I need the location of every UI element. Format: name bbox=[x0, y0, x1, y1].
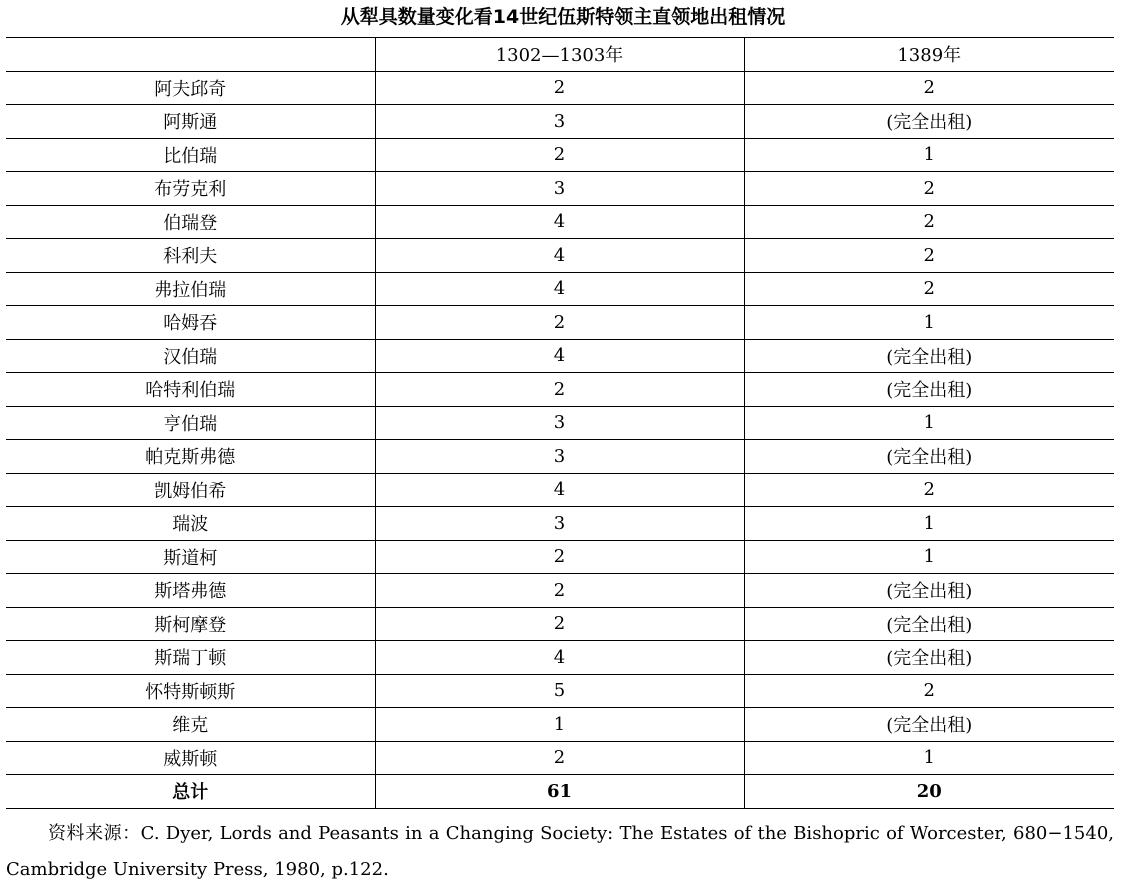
table-row bbox=[6, 406, 1114, 440]
estate-name-cell: 汉伯瑞 bbox=[6, 339, 375, 373]
ploughs-1302-cell: 4 bbox=[375, 239, 744, 273]
ploughs-1302-cell: 2 bbox=[375, 574, 744, 608]
estate-name-cell: 斯道柯 bbox=[6, 540, 375, 574]
ploughs-1302-cell: 2 bbox=[375, 138, 744, 172]
table-row bbox=[6, 674, 1114, 708]
estate-name-cell: 帕克斯弗德 bbox=[6, 440, 375, 474]
ploughs-1389-cell: 1 bbox=[744, 406, 1114, 440]
ploughs-1389-cell: (完全出租) bbox=[744, 708, 1114, 742]
ploughs-1302-cell: 2 bbox=[375, 306, 744, 340]
estate-name-cell: 凯姆伯希 bbox=[6, 473, 375, 507]
ploughs-1389-cell: (完全出租) bbox=[744, 339, 1114, 373]
table-row bbox=[6, 306, 1114, 340]
estate-name-cell: 亨伯瑞 bbox=[6, 406, 375, 440]
table-row bbox=[6, 708, 1114, 742]
estate-name-cell: 哈姆吞 bbox=[6, 306, 375, 340]
ploughs-1302-cell: 4 bbox=[375, 272, 744, 306]
ploughs-1302-cell: 4 bbox=[375, 641, 744, 675]
ploughs-1389-cell: 1 bbox=[744, 306, 1114, 340]
table-row bbox=[6, 272, 1114, 306]
ploughs-1302-cell: 2 bbox=[375, 540, 744, 574]
estate-name-cell: 斯柯摩登 bbox=[6, 607, 375, 641]
estate-name-cell: 怀特斯顿斯 bbox=[6, 674, 375, 708]
table-row bbox=[6, 440, 1114, 474]
ploughs-1302-cell: 2 bbox=[375, 741, 744, 775]
estate-name-cell: 斯瑞丁顿 bbox=[6, 641, 375, 675]
table-row bbox=[6, 105, 1114, 139]
ploughs-1389-cell: 2 bbox=[744, 473, 1114, 507]
table-row bbox=[6, 741, 1114, 775]
ploughs-1302-cell: 4 bbox=[375, 339, 744, 373]
ploughs-1302-cell: 1 bbox=[375, 708, 744, 742]
source-note: 资料来源：C. Dyer, Lords and Peasants in a Changing Society: The Estates of the Bishopric of Worcester, 680−1540, Cambridge University Press, 1980, p.122. bbox=[6, 823, 1114, 880]
ploughs-1389-cell: 2 bbox=[744, 239, 1114, 273]
estate-name-cell: 弗拉伯瑞 bbox=[6, 272, 375, 306]
ploughs-1302-cell: 2 bbox=[375, 71, 744, 105]
estate-name-cell: 瑞波 bbox=[6, 507, 375, 541]
ploughs-1389-cell: (完全出租) bbox=[744, 641, 1114, 675]
estate-name-cell: 哈特利伯瑞 bbox=[6, 373, 375, 407]
ploughs-1302-cell: 3 bbox=[375, 406, 744, 440]
ploughs-1389-cell: 1 bbox=[744, 507, 1114, 541]
ploughs-1302-cell: 3 bbox=[375, 440, 744, 474]
table-row bbox=[6, 138, 1114, 172]
estate-name-cell: 阿斯通 bbox=[6, 105, 375, 139]
ploughs-1302-cell: 3 bbox=[375, 507, 744, 541]
ploughs-1302-cell: 3 bbox=[375, 105, 744, 139]
total-1389-cell: 20 bbox=[744, 775, 1114, 809]
ploughs-1302-cell: 5 bbox=[375, 674, 744, 708]
table-row bbox=[6, 205, 1114, 239]
table-row bbox=[6, 71, 1114, 105]
table-row bbox=[6, 540, 1114, 574]
ploughs-1389-cell: (完全出租) bbox=[744, 105, 1114, 139]
ploughs-1302-cell: 3 bbox=[375, 172, 744, 206]
ploughs-1302-cell: 4 bbox=[375, 473, 744, 507]
ploughs-1389-cell: (完全出租) bbox=[744, 440, 1114, 474]
table-row bbox=[6, 373, 1114, 407]
data-table bbox=[6, 37, 1114, 809]
table-row bbox=[6, 339, 1114, 373]
table-row bbox=[6, 641, 1114, 675]
ploughs-1389-cell: (完全出租) bbox=[744, 607, 1114, 641]
total-1302-cell: 61 bbox=[375, 775, 744, 809]
estate-name-cell: 比伯瑞 bbox=[6, 138, 375, 172]
ploughs-1389-cell: (完全出租) bbox=[744, 574, 1114, 608]
table-row bbox=[6, 607, 1114, 641]
estate-name-cell: 布劳克利 bbox=[6, 172, 375, 206]
total-label-cell: 总计 bbox=[6, 775, 375, 809]
ploughs-1389-cell: 1 bbox=[744, 138, 1114, 172]
ploughs-1302-cell: 2 bbox=[375, 373, 744, 407]
table-row bbox=[6, 507, 1114, 541]
estate-name-cell: 维克 bbox=[6, 708, 375, 742]
table-row bbox=[6, 172, 1114, 206]
table-body bbox=[6, 71, 1114, 808]
ploughs-1389-cell: 2 bbox=[744, 172, 1114, 206]
ploughs-1389-cell: 2 bbox=[744, 205, 1114, 239]
estate-name-cell: 伯瑞登 bbox=[6, 205, 375, 239]
total-row bbox=[6, 775, 1114, 809]
ploughs-1302-cell: 4 bbox=[375, 205, 744, 239]
ploughs-1389-cell: 1 bbox=[744, 540, 1114, 574]
ploughs-1389-cell: (完全出租) bbox=[744, 373, 1114, 407]
table-row bbox=[6, 239, 1114, 273]
estate-name-cell: 斯塔弗德 bbox=[6, 574, 375, 608]
estate-name-cell: 阿夫邱奇 bbox=[6, 71, 375, 105]
table-title: 从犁具数量变化看14世纪伍斯特领主直领地出租情况 bbox=[340, 6, 786, 28]
header-cell-1302-1303: 1302—1303年 bbox=[375, 38, 744, 72]
table-row bbox=[6, 473, 1114, 507]
ploughs-1389-cell: 2 bbox=[744, 674, 1114, 708]
header-cell-1389: 1389年 bbox=[744, 38, 1114, 72]
header-row bbox=[6, 38, 1114, 72]
ploughs-1389-cell: 1 bbox=[744, 741, 1114, 775]
ploughs-1302-cell: 2 bbox=[375, 607, 744, 641]
estate-name-cell: 威斯顿 bbox=[6, 741, 375, 775]
estate-name-cell: 科利夫 bbox=[6, 239, 375, 273]
ploughs-1389-cell: 2 bbox=[744, 272, 1114, 306]
header-cell-estate bbox=[6, 38, 375, 72]
ploughs-1389-cell: 2 bbox=[744, 71, 1114, 105]
table-row bbox=[6, 574, 1114, 608]
